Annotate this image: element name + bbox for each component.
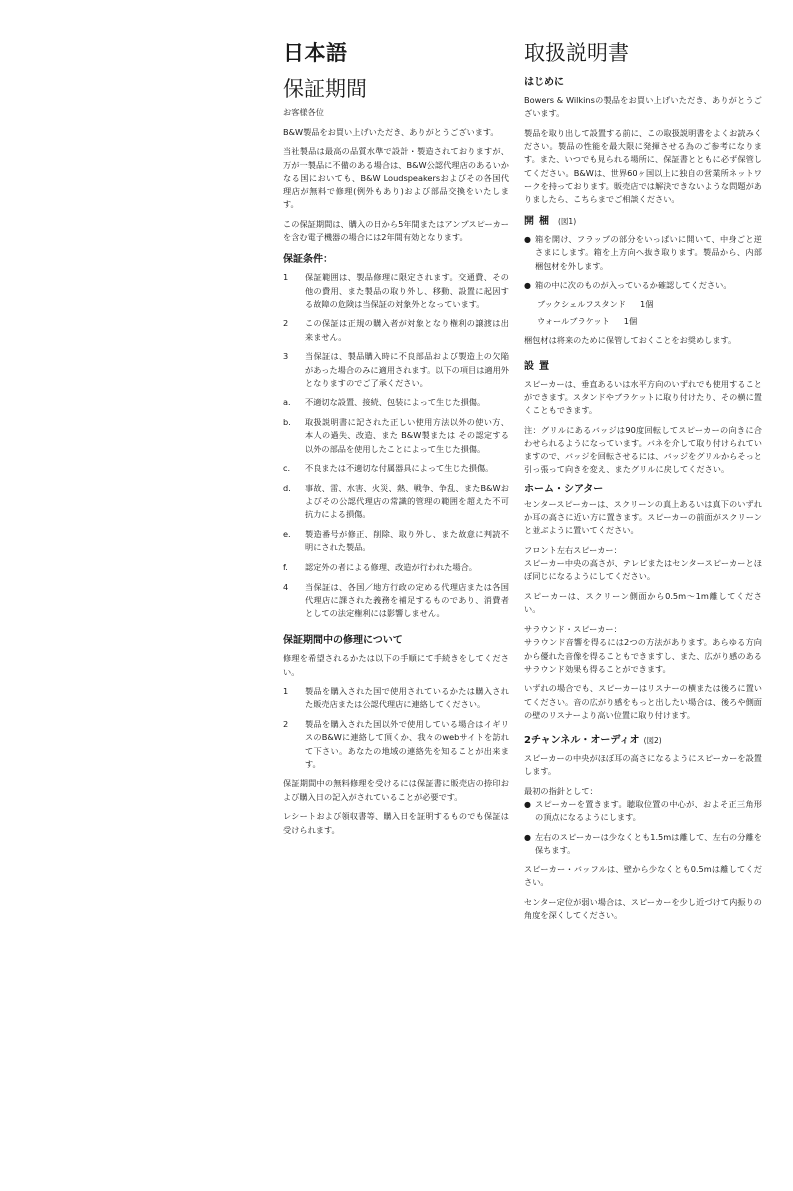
paragraph-repair-intro: 修理を希望されるかたは以下の手順にて手続きをしてください。 (283, 653, 509, 677)
condition-mark: 1 (283, 272, 289, 283)
repair-step-mark: 2 (283, 719, 289, 730)
guideline-subheading: 最初の指針として： (524, 785, 598, 796)
contents-item (537, 298, 762, 311)
condition-item (283, 462, 509, 475)
condition-mark: b. (283, 417, 291, 428)
contents-item (537, 315, 762, 328)
repair-step-mark: 1 (283, 686, 289, 697)
condition-item (283, 561, 509, 574)
condition-mark: 4 (283, 581, 289, 592)
manual-column (524, 40, 762, 929)
repair-step-text: 製品を購入された国で使用されているかたは購入された販売店または公認代理店に連絡してください。 (305, 686, 509, 710)
paragraph-install: スピーカーは、垂直あるいは水平方向のいずれでも使用することができます。スタンドやブラケットに取り付けたり、その横に置くこともできます。 (524, 378, 762, 415)
condition-item (283, 396, 509, 409)
bullet-dot-icon: ● (524, 235, 531, 245)
bullet-dot-icon: ● (524, 800, 531, 810)
front-speakers-subheading: フロント左右スピーカー： (524, 545, 622, 556)
paragraph-period: この保証期間は、購入の日から5年間またはアンプスピーカーを含む電子機器の場合には2年間有効となります。 (283, 218, 509, 243)
paragraph-thanks: B&W製品をお買い上げいただき、ありがとうございます。 (283, 126, 499, 137)
two-channel-figure-ref: (図2) (643, 736, 662, 746)
paragraph-surround-1: サラウンド音響を得るには2つの方法があります。あらゆる方向から優れた音像を得ることもできますし、また、広がり感のあるサラウンド効果も得ることができます。 (524, 637, 762, 674)
guide-bullet (524, 831, 762, 857)
unpack-bullet-text: 箱を開け、フラップの部分をいっぱいに開いて、中身ごと逆さまにします。箱を上方向へ抜き取ります。製品から、内部梱包材を外します。 (535, 234, 762, 271)
condition-item (283, 271, 509, 311)
paragraph-badge-note: 注：グリルにあるバッジは90度回転してスピーカーの向きに合わせられるようになっています。バネを介して取り付けられていますので、バッジを回転させるには、バッジをグリルからそっと引っ張って向きを変え、またグリルに戻してください。 (524, 424, 762, 475)
condition-text: 認定外の者による修理、改造が行われた場合。 (305, 561, 477, 572)
unpack-bullet (524, 233, 762, 273)
condition-item (283, 482, 509, 522)
condition-mark: d. (283, 482, 291, 493)
bullet-dot-icon: ● (524, 832, 531, 842)
language-title: 日本語 (283, 41, 348, 65)
paragraph-surround-2: いずれの場合でも、スピーカーはリスナーの横または後ろに置いてください。音の広がり感をもっと出したい場合は、後ろや側面の壁のリスナーより高い位置に取り付けます。 (524, 683, 762, 720)
paragraph-packing: 梱包材は将来のために保管しておくことをお奨めします。 (524, 335, 737, 346)
install-heading: 設置 (524, 360, 554, 372)
unpack-figure-ref: (図1) (558, 217, 577, 227)
paragraph-two-channel: スピーカーの中央がほぼ耳の高さになるようにスピーカーを設置します。 (524, 753, 762, 777)
unpack-bullet (524, 279, 762, 292)
condition-item (283, 317, 509, 343)
guide-bullet (524, 798, 762, 824)
paragraph-stamp: 保証期間中の無料修理を受けるには保証書に販売店の捺印および購入日の記入がされていることが必要です。 (283, 778, 509, 802)
bullet-dot-icon: ● (524, 280, 531, 290)
condition-item (283, 416, 509, 456)
warranty-column (283, 40, 509, 843)
condition-mark: c. (283, 463, 291, 474)
condition-text: 当保証は、製品購入時に不良部品および製造上の欠陥があった場合のみに適用されます。以下の項目は適用外となりますのでご了承ください。 (305, 351, 509, 388)
unpack-heading (524, 215, 762, 228)
unpack-title: 開梱 (524, 216, 554, 228)
condition-mark: f. (283, 561, 288, 572)
condition-text: 不良または不適切な付属器具によって生じた損傷。 (305, 463, 494, 474)
condition-mark: a. (283, 397, 291, 408)
intro-heading: はじめに (524, 77, 564, 88)
warranty-title: 保証期間 (283, 77, 367, 101)
paragraph-center-speaker: センタースピーカーは、スクリーンの真上あるいは真下のいずれか耳の高さに近い方に置きます。スピーカーの前面がスクリーンと並ぶように置いてください。 (524, 498, 762, 536)
two-channel-title: 2チャンネル・オーディオ (524, 735, 640, 747)
guide-bullet-text: 左右のスピーカーは少なくとも1.5mは離して、左右の分離を保ちます。 (535, 831, 762, 855)
home-theater-heading: ホーム・シアター (524, 483, 604, 495)
unpack-bullet-text: 箱の中に次のものが入っているか確認してください。 (535, 279, 732, 290)
paragraph-receipt: レシートおよび領収書等、購入日を証明するものでも保証は受けられます。 (283, 811, 509, 835)
paragraph-center-weak: センター定位が弱い場合は、スピーカーを少し近づけて内振りの角度を深くしてください。 (524, 896, 762, 921)
contents-list (537, 298, 762, 328)
repair-step (283, 685, 509, 711)
contents-item-name: ウォールブラケット (537, 316, 610, 327)
condition-mark: 3 (283, 351, 289, 362)
condition-item (283, 581, 509, 621)
surround-speakers-subheading: サラウンド・スピーカー： (524, 624, 622, 635)
condition-text: 当保証は、各国／地方行政の定める代理店または各国代理店に課された義務を補足するものであり、消費者としての法定権利には影響しません。 (305, 581, 509, 619)
repair-heading: 保証期間中の修理について (283, 635, 403, 647)
paragraph-quality: 当社製品は最高の品質水準で設計・製造されておりますが、万が一製品に不備のある場合は、B&W公認代理店のあるいかなる国においても、B&W Loudspeakersおよびその各国代理店が無料で修理(例外もあり)および部品交換をいたします。 (283, 146, 509, 210)
conditions-heading: 保証条件： (283, 254, 333, 266)
paragraph-intro-2: 製品を取り出して設置する前に、この取扱説明書をよくお読みください。製品の性能を最大限に発揮させる為のご参考になります。また、いつでも見られる場所に、保証書とともに必ず保管してください。B&Wは、世界60ヶ国以上に独自の営業所ネットワークを持っております。販売店では解決できないような問題がありましたら、こちらまでご相談ください。 (524, 127, 762, 204)
contents-item-qty: 1個 (623, 316, 638, 327)
condition-text: 取扱説明書に記された正しい使用方法以外の使い方、本人の過失、改造、また B&W製または その認定する以外の部品を使用したことによって生じた損傷。 (305, 417, 509, 454)
guide-bullet-text: スピーカーを置きます。聴取位置の中心が、およそ正三角形の頂点になるようにします。 (535, 799, 762, 823)
condition-text: 事故、雷、水害、火災、熱、戦争、争乱、またB&Wおよびその公認代理店の常識的管理の範囲を超えた不可抗力による損傷。 (305, 482, 509, 520)
contents-item-name: ブックシェルフスタンド (537, 298, 626, 309)
condition-mark: e. (283, 529, 291, 540)
salutation: お客様各位 (283, 107, 324, 117)
condition-item (283, 350, 509, 390)
repair-step (283, 718, 509, 771)
condition-item (283, 528, 509, 554)
paragraph-intro-1: Bowers & Wilkinsの製品をお買い上げいただき、ありがとうございます。 (524, 95, 762, 119)
condition-text: この保証は正規の購入者が対象となり権利の譲渡は出来ません。 (305, 318, 509, 342)
paragraph-baffle: スピーカー・バッフルは、壁から少なくとも0.5mは離してください。 (524, 863, 762, 888)
manual-title: 取扱説明書 (524, 41, 629, 65)
paragraph-front-1: スピーカー中央の高さが、テレビまたはセンタースピーカーとほぼ同じになるようにしてください。 (524, 558, 762, 582)
two-channel-heading (524, 734, 762, 747)
condition-mark: 2 (283, 318, 289, 329)
condition-text: 保証範囲は、製品修理に限定されます。交通費、その他の費用、また製品の取り外し、移動、設置に起因する故障の危険は当保証の対象外となっています。 (305, 272, 509, 309)
condition-text: 不適切な設置、接続、包装によって生じた損傷。 (305, 397, 486, 408)
paragraph-front-2: スピーカーは、スクリーン側面から0.5m～1m離してください。 (524, 591, 762, 615)
repair-step-text: 製品を購入された国以外で使用している場合はイギリスのB&Wに連絡して頂くか、我々のwebサイトを訪れて下さい。あなたの地域の連絡先を知ることが出来ます。 (305, 719, 509, 769)
condition-text: 製造番号が修正、削除、取り外し、また故意に判読不明にされた製品。 (305, 529, 509, 553)
contents-item-qty: 1個 (640, 298, 654, 309)
